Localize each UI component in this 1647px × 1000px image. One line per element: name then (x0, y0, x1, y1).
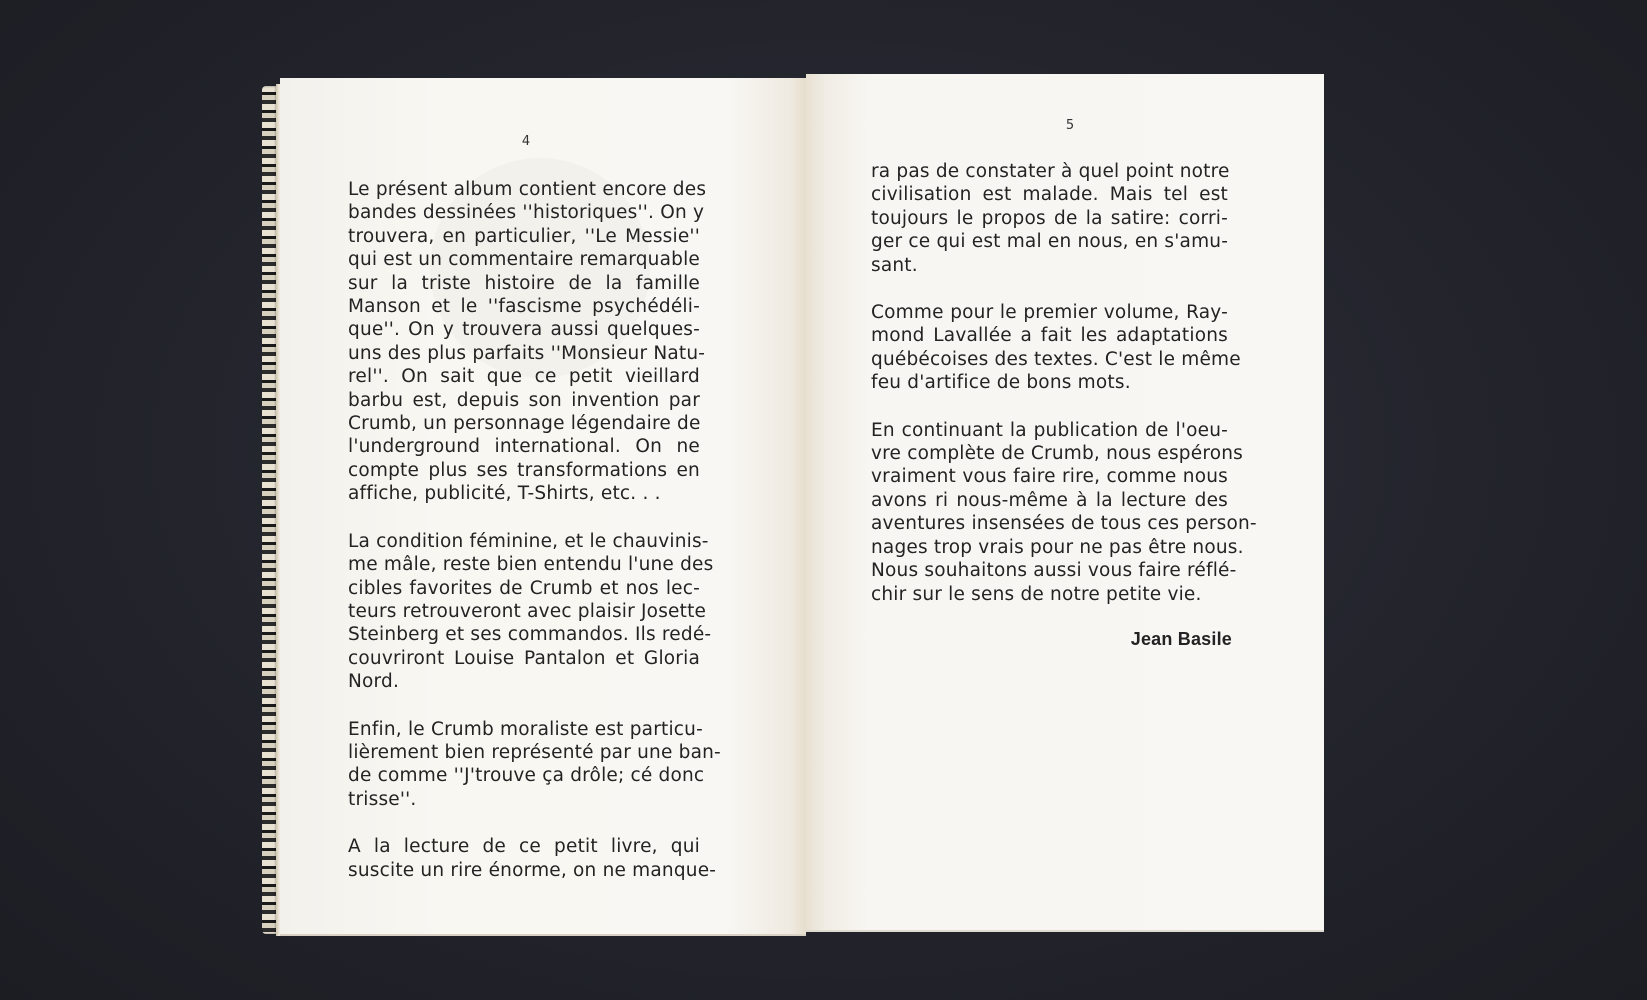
paragraph (348, 178, 707, 506)
text-line: l'underground international. On ne (348, 436, 700, 458)
text-line: lièrement bien représenté par une ban- (348, 741, 721, 763)
text-line: aventures insensées de tous ces person- (871, 513, 1257, 535)
text-line: sur la triste histoire de la famille (348, 272, 700, 294)
text-line: trisse''. (348, 788, 417, 810)
right-page (806, 74, 1324, 932)
text-line: ger ce qui est mal en nous, en s'amu- (871, 231, 1229, 253)
text-line: couvriront Louise Pantalon et Gloria (348, 647, 700, 669)
text-line: A la lecture de ce petit livre, qui (348, 836, 700, 858)
text-line: Comme pour le premier volume, Ray- (871, 302, 1228, 324)
paragraph (348, 530, 714, 694)
text-line: Nord. (348, 671, 400, 693)
text-line: qui est un commentaire remarquable (348, 249, 700, 271)
text-line: civilisation est malade. Mais tel est (871, 184, 1228, 206)
text-line: En continuant la publication de l'oeu- (871, 419, 1228, 441)
text-line: que''. On y trouvera aussi quelques- (348, 319, 700, 341)
text-line: vre complète de Crumb, nous espérons (871, 443, 1243, 465)
text-line: nages trop vrais pour ne pas être nous. (871, 536, 1244, 558)
text-line: trouvera, en particulier, ''Le Messie'' (348, 225, 700, 247)
text-line: La condition féminine, et le chauvinis- (348, 530, 709, 552)
text-line: Steinberg et ses commandos. Ils redé- (348, 624, 712, 646)
paragraph (871, 419, 1257, 606)
text-line: avons ri nous-même à la lecture des (871, 489, 1228, 511)
text-line: Le présent album contient encore des (348, 179, 707, 200)
paragraph (348, 718, 721, 812)
text-line: suscite un rire énorme, on ne manque- (348, 859, 717, 881)
text-line: ra pas de constater à quel point notre (871, 161, 1230, 182)
text-line: teurs retrouveront avec plaisir Josette (348, 600, 707, 622)
right-page-text (871, 160, 1257, 651)
text-line: québécoises des textes. C'est le même (871, 348, 1241, 370)
text-line: Manson et le ''fascisme psychédéli- (348, 296, 700, 318)
left-page (280, 78, 806, 936)
text-line: sant. (871, 254, 918, 276)
page-number: 5 (1065, 118, 1075, 133)
paragraph (871, 301, 1241, 395)
paragraph (871, 160, 1228, 277)
text-line: uns des plus parfaits ''Monsieur Natu- (348, 342, 706, 364)
text-line: me mâle, reste bien entendu l'une des (348, 554, 714, 576)
text-line: Nous souhaitons aussi vous faire réflé- (871, 560, 1237, 582)
text-line: chir sur le sens de notre petite vie. (871, 583, 1202, 605)
text-line: rel''. On sait que ce petit vieillard (348, 366, 700, 388)
text-line: affiche, publicité, T-Shirts, etc. . . (348, 483, 661, 505)
text-line: Crumb, un personnage légendaire de (348, 413, 701, 435)
left-page-text (348, 178, 721, 906)
open-book (262, 78, 1322, 936)
text-line: feu d'artifice de bons mots. (871, 372, 1131, 394)
page-number: 4 (521, 134, 531, 149)
paragraph (348, 835, 717, 882)
text-line: barbu est, depuis son invention par (348, 389, 700, 411)
text-line: toujours le propos de la satire: corri- (871, 207, 1228, 229)
author-signature: Jean Basile (1130, 628, 1232, 649)
text-line: vraiment vous faire rire, comme nous (871, 466, 1228, 488)
text-line: bandes dessinées ''historiques''. On y (348, 202, 705, 224)
text-line: mond Lavallée a fait les adaptations (871, 325, 1228, 347)
text-line: Enfin, le Crumb moraliste est particu- (348, 718, 703, 740)
text-line: cibles favorites de Crumb et nos lec- (348, 577, 700, 599)
text-line: compte plus ses transformations en (348, 459, 700, 481)
text-line: de comme ''J'trouve ça drôle; cé donc (348, 765, 705, 787)
